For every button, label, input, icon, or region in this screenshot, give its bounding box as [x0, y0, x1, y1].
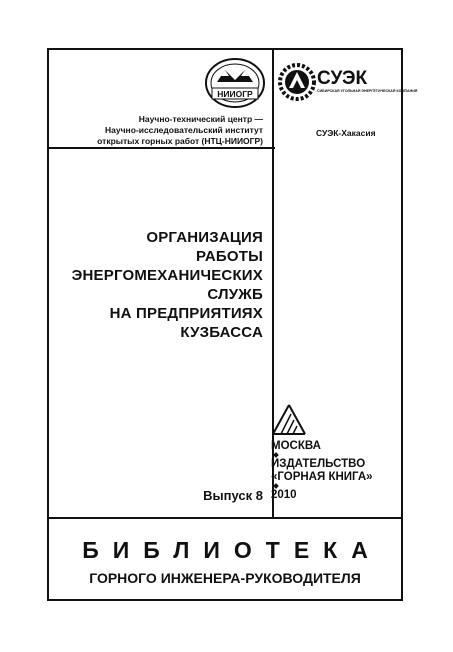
diamond-bullet-icon — [273, 483, 279, 489]
institute-line: Научно-исследовательский институт — [105, 125, 263, 135]
series-subtitle: ГОРНОГО ИНЖЕНЕРА-РУКОВОДИТЕЛЯ — [89, 570, 361, 586]
suek-logo-text: СУЭК — [317, 68, 368, 89]
publisher-house: ИЗДАТЕЛЬСТВО — [271, 458, 366, 470]
title-line: ОРГАНИЗАЦИЯ — [146, 229, 263, 246]
publication-year: 2010 — [271, 489, 297, 501]
title-line: СЛУЖБ — [207, 286, 263, 303]
suek-caption: СУЭК-Хакасия — [316, 128, 376, 138]
footer-divider — [47, 517, 403, 519]
institute-line: открытых горных работ (НТЦ-НИИОГР) — [97, 136, 263, 146]
suek-logo-subtitle: СИБИРСКАЯ УГОЛЬНАЯ ЭНЕРГЕТИЧЕСКАЯ КОМПАНИЯ — [317, 89, 418, 93]
title-line: КУЗБАССА — [180, 324, 263, 341]
institute-name — [43, 114, 263, 147]
suek-logo — [279, 60, 418, 104]
publisher-info — [271, 440, 373, 502]
title-line: ЭНЕРГОМЕХАНИЧЕСКИХ — [71, 267, 263, 284]
issue-number: Выпуск 8 — [203, 488, 263, 503]
publisher-logo-icon — [270, 402, 308, 436]
niiogr-logo-text: НИИОГР — [217, 89, 253, 99]
publisher-city: МОСКВА — [271, 440, 321, 452]
niiogr-logo — [203, 56, 267, 110]
series-title: БИБЛИОТЕКА — [82, 537, 382, 563]
institute-line: Научно-технический центр — — [138, 114, 263, 124]
book-title — [33, 228, 263, 342]
header-divider — [47, 147, 275, 149]
title-line: НА ПРЕДПРИЯТИЯХ — [109, 305, 263, 322]
title-line: РАБОТЫ — [195, 248, 263, 265]
publisher-name: «ГОРНАЯ КНИГА» — [271, 471, 373, 483]
diamond-bullet-icon — [273, 452, 279, 458]
